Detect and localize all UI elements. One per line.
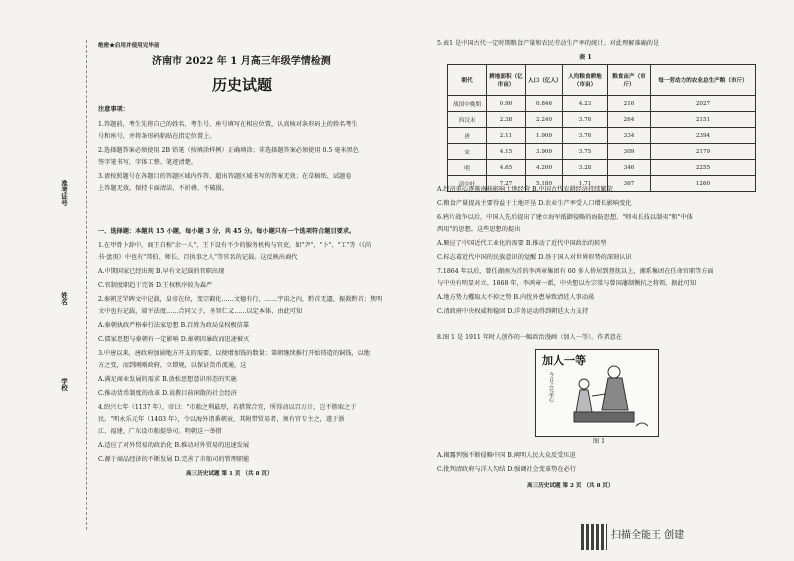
exam-subtitle: 历史试题 [212, 76, 273, 94]
option-line: C.源于商品经济的不断发展 D.完善了市舶司的管理职能 [98, 456, 250, 463]
notice-line: 3.请按照题号在各题目的答题区域内作答，超出答题区域书写的答案无效；在草稿纸、试题卷 [98, 173, 352, 180]
table-cell: 4.15 [487, 144, 526, 160]
question-line: 西用"的思想。这些思想的提出 [437, 226, 521, 233]
side-label-name: 姓名 [60, 292, 68, 305]
section-heading: 一、选择题：本题共 15 小题，每小题 3 分，共 45 分。每小题只有一个选项符合题目要求。 [98, 228, 356, 235]
table-header-cell: 人口（亿人） [526, 65, 563, 96]
option-line: C.标志着近代中国的民族意识的觉醒 D.基于国人对世界形势的深刻认识 [437, 254, 632, 261]
option-line: A.适应了对外贸易的政治化 B.推动对外贸易的迅速发展 [98, 442, 250, 449]
table-cell: 2.38 [487, 112, 526, 128]
qr-code-icon [581, 524, 607, 550]
option-line: C.清政府中央权威和稳固 D.洋务运动得到朝廷大力支持 [437, 308, 589, 315]
table-cell: 4.65 [487, 160, 526, 176]
political-cartoon [535, 349, 659, 437]
option-line: A.中期国家已经出现 B.早有文记载的官职出现 [98, 268, 225, 275]
table-cell: 3.28 [563, 160, 608, 176]
question-line: 民。"明永乐元年（1403 年），令以海外诸番朝贡，其附带贸易者，须有官专主之，遂于浙 [98, 416, 345, 423]
notice-line: 1.答题前，考生先将自己的姓名、考生号、座号填写在相应位置，认真核对条形码上的姓名考生 [98, 121, 358, 128]
table-cell: 1.71 [563, 176, 608, 192]
option-line: A.经济重心逐渐南移影响土地经营 B.中国古代农耕经济持续繁荣 [437, 186, 613, 193]
question-line: 书·盘庚》中也有"邦伯、师长、百执事之人"等官名的记载。这反映出商代 [98, 254, 298, 261]
binding-line [86, 40, 87, 530]
table-cell: 唐 [448, 128, 487, 144]
table-header-cell: 人均粮食耕地（市亩） [563, 65, 608, 96]
table-cell: 2151 [651, 112, 756, 128]
table-row [448, 112, 756, 128]
table-cell: 宋 [448, 144, 487, 160]
table-header-cell: 耕地面积（亿市亩） [487, 65, 526, 96]
table-cell: 3.75 [563, 144, 608, 160]
table-cell: 清中叶 [448, 176, 487, 192]
table-cell: 2027 [651, 96, 756, 112]
notice-heading: 注意事项： [98, 106, 129, 113]
question-line: 2.秦朝芝罘碑文中记载，皇帝在位，变宗叡化……文德有行，……宇宙之内，黔首无逼，振救黔首；焦明 [98, 296, 383, 303]
table-cell: 0.846 [526, 96, 563, 112]
table-cell: 334 [608, 128, 651, 144]
table-cell: 3.900 [526, 144, 563, 160]
scanner-label: 扫描全能王 创建 [611, 530, 685, 541]
table-body [448, 96, 756, 192]
table-header-cell: 粮食亩产（市斤） [608, 65, 651, 96]
question-line: 方之变，而到刚刚政府，立即规，以保证货币流通，这 [98, 362, 247, 369]
table-cell: 2394 [651, 128, 756, 144]
table-cell: 1.900 [526, 128, 563, 144]
notice-line: 号和座号，并将条形码粘贴在指定位置上。 [98, 133, 216, 140]
table-cell: 309 [608, 144, 651, 160]
table-header-cell: 每一劳动力的农业总生产粮（市斤） [651, 65, 756, 96]
table-cell: 5.180 [526, 176, 563, 192]
table-cell: 2255 [651, 160, 756, 176]
question-line: 3.中唐以来，唐政府加剧地方开支的需要，以便增加钱的数量；第朝继续推行开始铸造的铜钱，以地 [98, 350, 370, 357]
table-cell: 346 [608, 160, 651, 176]
page-right [397, 0, 794, 561]
confidential-label: 绝密★启用并使用完毕前 [98, 43, 160, 49]
table-cell: 2.240 [526, 112, 563, 128]
table-cell: 367 [608, 176, 651, 192]
question-5: 5.表1 是中国古代一定时期粮食产量和农民劳动生产率的统计。对此理解准确的是 [437, 40, 660, 47]
table-cell: 4.200 [526, 160, 563, 176]
table-cell: 战国中晚期 [448, 96, 487, 112]
figure-caption: 图 1 [593, 438, 606, 445]
notice-line: 签字笔书写，字体工整、笔迹清楚。 [98, 159, 197, 166]
question-line: 4.绍兴七年（1137 年），帝曰："市舶之利最厚，若措置合宜，所得动以百万计，岂不胜取之于 [98, 404, 357, 411]
cartoon-drawing [536, 350, 658, 436]
option-line: C.儒家思想与秦朝有一定影响 D.秦朝因暴政而迅速被灭 [98, 336, 250, 343]
table-cell: 7.27 [487, 176, 526, 192]
table-cell: 西汉末 [448, 112, 487, 128]
page-footer: 高三历史试题 第 1 页 （共 8 页） [186, 471, 273, 477]
side-label-school: 学校 [60, 378, 68, 391]
table-cell: 3.76 [563, 112, 608, 128]
question-8: 8.图 1 是 1911 年时人创作的一幅政治漫画（加人一等）。作者意在 [437, 334, 623, 341]
question-line: 6.鸦片战争以后，中国人先后提出了建立海军抵御侵略的海防思想、"师夷长技以制夷"和"中体 [437, 214, 693, 221]
notice-line: 2.选择题答案必须使用 2B 铅笔（按填涂样例）正确填涂；非选择题答案必须使用 0.5 毫米黑色 [98, 147, 360, 154]
table-row [448, 128, 756, 144]
table-caption: 表 1 [579, 54, 592, 61]
option-line: C.官制度职趋于完备 D.王权秩序较为森严 [98, 282, 213, 289]
option-line: A.地方势力攫取大不掉之势 B.内忧外患导致清廷人事动荡 [437, 294, 595, 301]
question-line: 与中央有明显对立。1868 年，李鸿章一派，中央想以左宗棠与曾国藩制衡抗之将领。据此可知 [437, 280, 697, 287]
table-cell: 明 [448, 160, 487, 176]
table-cell: 2179 [651, 144, 756, 160]
cartoon-title: 加人一等 [542, 354, 586, 367]
table-cell: 4.23 [563, 96, 608, 112]
table-cell: 264 [608, 112, 651, 128]
table-cell: 1260 [651, 176, 756, 192]
exam-title: 济南市 2022 年 1 月高三年级学情检测 [152, 56, 331, 67]
page-footer: 高三历史试题 第 2 页 （共 8 页） [527, 483, 614, 489]
side-label-exam-number: 准考证号 [60, 180, 68, 206]
data-table [447, 64, 756, 192]
table-row [448, 144, 756, 160]
option-line: C.粮食产量提高主要得益于土地开垦 D.农业生产率受人口增长影响变化 [437, 200, 632, 207]
table-cell: 3.76 [563, 128, 608, 144]
table-cell: 0.90 [487, 96, 526, 112]
table-row [448, 96, 756, 112]
table-header-row [448, 65, 756, 96]
notice-line: 上答题无效。保持卡面清洁，不折叠、不破损。 [98, 185, 228, 192]
table-row [448, 160, 756, 176]
cartoon-side-text: 今日之兄弟心 [548, 372, 554, 402]
option-line: A.顺应了中国近代工业化的需要 B.推动了近代中国政治的转型 [437, 240, 607, 247]
table-cell: 2.11 [487, 128, 526, 144]
option-line: A.满足商业发展的需求 B.放松思想意识形态的实施 [98, 376, 237, 383]
option-line: C.批判清政府与洋人勾结 D.强调社会变革势在必行 [437, 466, 576, 473]
table-cell: 216 [608, 96, 651, 112]
option-line: C.推动货币制度的改革 D.说教目前闲散的社会经济 [98, 390, 237, 397]
question-line: 文中也有记载，端平法度……合同父子，圣智仁义……以定本体，由此可知 [98, 308, 303, 315]
table-header-cell: 朝代 [448, 65, 487, 96]
question-line: 江、福建、广东设市舶提举司。明朝这一举措 [98, 428, 222, 435]
question-line: 7.1864 年以后，曾任湖南为首的李鸿章集团有 60 多人侨居到督抚以上，湘系集团在任命官职等方面 [437, 268, 714, 275]
option-line: A.揭露列强不断侵略中国 B.阐明人民大众反受压迫 [437, 452, 576, 459]
option-line: A.秦朝执政严格奉行法家思想 B.百姓为政局皇权极信靠 [98, 322, 250, 329]
question-line: 1.在甲骨卜辞中，商王自称"余一人"，王下设有不少的服务机构与官吏，如"尹"、"卜"、"工"等（《尚 [98, 242, 372, 249]
